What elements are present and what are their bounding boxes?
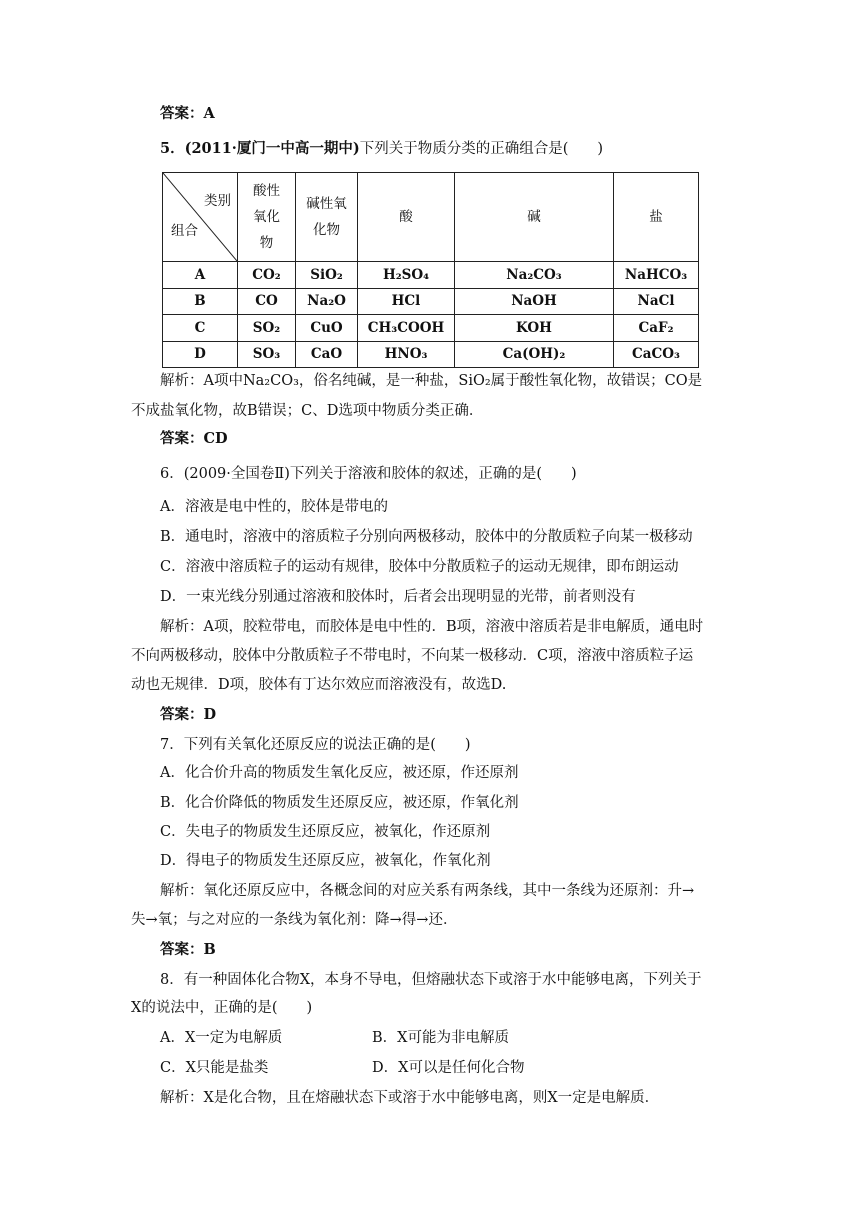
table-cell: Na₂CO₃ bbox=[455, 262, 614, 289]
q8-option-c: C．X只能是盐类 bbox=[160, 1060, 269, 1076]
table-cell: CaCO₃ bbox=[614, 341, 699, 368]
table-cell: HNO₃ bbox=[358, 341, 455, 368]
table-cell: CaF₂ bbox=[614, 315, 699, 342]
table-cell: NaCl bbox=[614, 288, 699, 315]
q7-option-a: A．化合价升高的物质发生氧化反应，被还原，作还原剂 bbox=[160, 765, 519, 781]
table-cell: HCl bbox=[358, 288, 455, 315]
table-cell: KOH bbox=[455, 315, 614, 342]
header-salt: 盐 bbox=[614, 173, 699, 262]
q8-options-row-2 bbox=[160, 1058, 720, 1078]
row-label: A bbox=[163, 262, 238, 289]
q6-option-b: B．通电时，溶液中的溶质粒子分别向两极移动，胶体中的分散质粒子向某一极移动 bbox=[160, 529, 693, 545]
q8-stem-line-2: X的说法中，正确的是( ) bbox=[131, 1000, 313, 1016]
q7-analysis-line-2: 失→氧；与之对应的一条线为氧化剂：降→得→还． bbox=[131, 912, 458, 928]
table-row bbox=[163, 315, 699, 342]
header-base: 碱 bbox=[455, 173, 614, 262]
row-label: B bbox=[163, 288, 238, 315]
q5-analysis-line-2: 不成盐氧化物，故B错误；C、D选项中物质分类正确． bbox=[131, 403, 484, 419]
q5-answer: 答案：CD bbox=[160, 430, 228, 447]
q7-option-c: C．失电子的物质发生还原反应，被氧化，作还原剂 bbox=[160, 824, 491, 840]
q6-option-a: A．溶液是电中性的，胶体是带电的 bbox=[160, 499, 388, 515]
q8-option-b: B．X可能为非电解质 bbox=[372, 1030, 509, 1046]
table-cell: CH₃COOH bbox=[358, 315, 455, 342]
table-cell: Ca(OH)₂ bbox=[455, 341, 614, 368]
q6-analysis-line-2: 不向两极移动，胶体中分散质粒子不带电时，不向某一极移动．C项，溶液中溶质粒子运 bbox=[131, 648, 694, 664]
row-label: D bbox=[163, 341, 238, 368]
table-cell: SO₃ bbox=[238, 341, 296, 368]
q5-analysis-line-1: 解析：A项中Na₂CO₃，俗名纯碱，是一种盐，SiO₂属于酸性氧化物，故错误；CO是 bbox=[160, 373, 703, 389]
q8-analysis: 解析：X是化合物，且在熔融状态下或溶于水中能够电离，则X一定是电解质． bbox=[160, 1090, 660, 1106]
table-cell: NaHCO₃ bbox=[614, 262, 699, 289]
q7-stem: 7．下列有关氧化还原反应的说法正确的是( ) bbox=[160, 737, 471, 753]
q5-source: (2011·厦门一中高一期中) bbox=[184, 140, 360, 157]
q7-option-b: B．化合价降低的物质发生还原反应，被还原，作氧化剂 bbox=[160, 795, 519, 811]
header-acidic-oxide: 酸性氧化物 bbox=[238, 173, 296, 262]
q5-stem: 下列关于物质分类的正确组合是( ) bbox=[359, 141, 604, 157]
q6-option-d: D．一束光线分别通过溶液和胶体时，后者会出现明显的光带，前者则没有 bbox=[160, 589, 636, 605]
q6-analysis-line-3: 动也无规律．D项，胶体有丁达尔效应而溶液没有，故选D. bbox=[131, 677, 507, 693]
diagonal-line bbox=[163, 173, 237, 261]
table-cell: CO bbox=[238, 288, 296, 315]
corner-group-label: 组合 bbox=[171, 223, 198, 239]
table-row bbox=[163, 341, 699, 368]
header-acid: 酸 bbox=[358, 173, 455, 262]
table-cell: SiO₂ bbox=[296, 262, 358, 289]
table-cell: Na₂O bbox=[296, 288, 358, 315]
q6-analysis-line-1: 解析：A项，胶粒带电，而胶体是电中性的．B项，溶液中溶质若是非电解质，通电时 bbox=[160, 619, 704, 635]
q7-option-d: D．得电子的物质发生还原反应，被氧化，作氧化剂 bbox=[160, 853, 491, 869]
table-cell: CuO bbox=[296, 315, 358, 342]
table-cell: H₂SO₄ bbox=[358, 262, 455, 289]
table-header-row bbox=[163, 173, 699, 262]
q8-options-row-1 bbox=[160, 1028, 720, 1048]
q8-stem-line-1: 8．有一种固体化合物X，本身不导电，但熔融状态下或溶于水中能够电离，下列关于 bbox=[160, 972, 702, 988]
q5-question bbox=[160, 139, 603, 159]
q8-option-a: A．X一定为电解质 bbox=[160, 1030, 283, 1046]
table-cell: CO₂ bbox=[238, 262, 296, 289]
q6-option-c: C．溶液中溶质粒子的运动有规律，胶体中分散质粒子的运动无规律，即布朗运动 bbox=[160, 559, 679, 575]
q4-answer: 答案：A bbox=[160, 105, 215, 122]
q7-analysis-line-1: 解析：氧化还原反应中，各概念间的对应关系有两条线，其中一条线为还原剂：升→ bbox=[160, 883, 695, 899]
corner-category-label: 类别 bbox=[204, 193, 231, 209]
table-cell: SO₂ bbox=[238, 315, 296, 342]
diagonal-header-cell bbox=[163, 173, 238, 262]
row-label: C bbox=[163, 315, 238, 342]
q7-answer: 答案：B bbox=[160, 941, 216, 958]
header-basic-oxide: 碱性氧化物 bbox=[296, 173, 358, 262]
q6-stem: 6．(2009·全国卷Ⅱ)下列关于溶液和胶体的叙述，正确的是( ) bbox=[160, 466, 577, 482]
q6-answer: 答案：D bbox=[160, 706, 217, 723]
table-cell: NaOH bbox=[455, 288, 614, 315]
table-row bbox=[163, 262, 699, 289]
table-cell: CaO bbox=[296, 341, 358, 368]
q8-option-d: D．X可以是任何化合物 bbox=[372, 1060, 525, 1076]
table-row bbox=[163, 288, 699, 315]
classification-table bbox=[162, 172, 699, 368]
q5-number: 5． bbox=[160, 140, 185, 157]
